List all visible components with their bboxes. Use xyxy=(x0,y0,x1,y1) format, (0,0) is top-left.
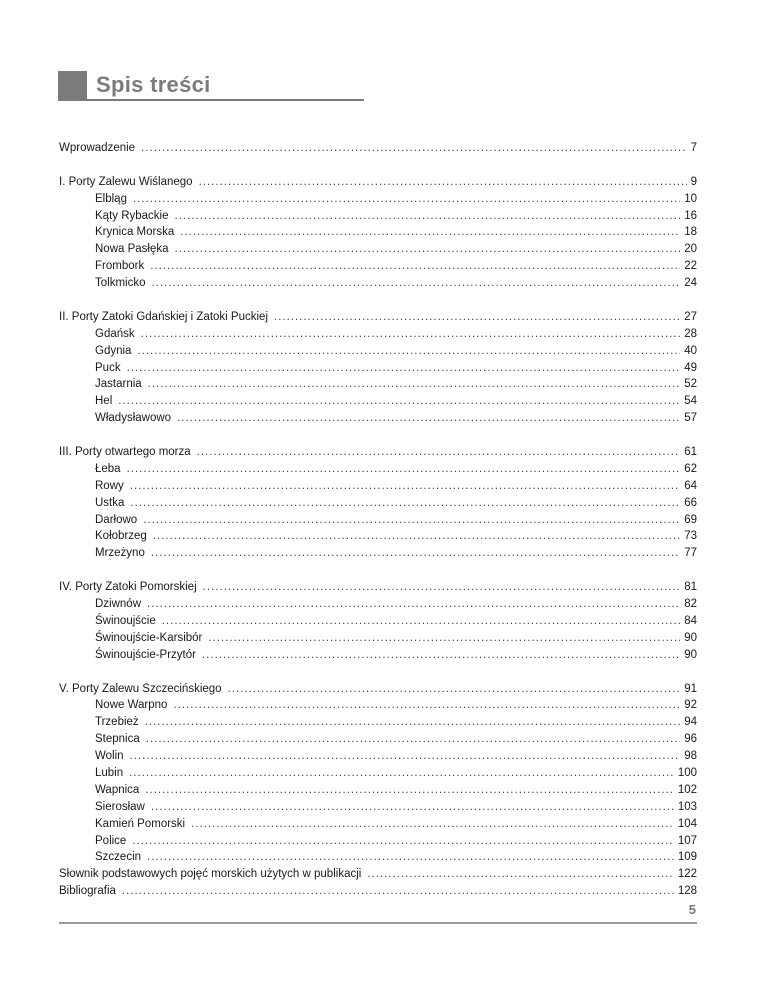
dot-leader xyxy=(145,714,681,731)
dot-leader xyxy=(228,681,681,698)
toc-subentry[interactable] xyxy=(59,849,697,866)
toc-entry-label: Władysławowo xyxy=(95,412,172,425)
toc-entry-label: V. Porty Zalewu Szczecińskiego xyxy=(59,682,222,695)
toc-entry-page: 90 xyxy=(684,631,697,644)
toc-subentry[interactable] xyxy=(59,410,697,427)
toc-subentry[interactable] xyxy=(59,748,697,765)
toc-entry-label: Elbląg xyxy=(95,192,127,205)
dot-leader xyxy=(274,309,680,326)
dot-leader xyxy=(127,461,681,478)
toc-entry-page: 107 xyxy=(677,834,697,847)
toc-entry-label: Ustka xyxy=(95,496,125,509)
dot-leader xyxy=(130,748,681,765)
dot-leader xyxy=(162,613,680,630)
toc-subentry[interactable] xyxy=(59,461,697,478)
toc-entry-page: 109 xyxy=(677,851,697,864)
dot-leader xyxy=(203,579,681,596)
toc-entry[interactable] xyxy=(59,579,697,596)
dot-leader xyxy=(137,343,680,360)
dot-leader xyxy=(130,478,680,495)
dot-leader xyxy=(122,883,674,900)
toc-subentry[interactable] xyxy=(59,528,697,545)
toc-entry-label: Gdańsk xyxy=(95,327,135,340)
toc-entry-page: 82 xyxy=(684,598,697,611)
toc-entry[interactable] xyxy=(59,866,697,883)
dot-leader xyxy=(151,799,674,816)
dot-leader xyxy=(147,849,674,866)
toc-entry-label: II. Porty Zatoki Gdańskiej i Zatoki Puckiej xyxy=(59,310,268,323)
toc-entry-page: 103 xyxy=(677,800,697,813)
toc-subentry[interactable] xyxy=(59,647,697,664)
dot-leader xyxy=(118,393,680,410)
toc-subentry[interactable] xyxy=(59,833,697,850)
page-number: 5 xyxy=(688,902,696,917)
toc-entry-page: 16 xyxy=(684,209,697,222)
toc-entry-page: 100 xyxy=(677,766,697,779)
toc-entry[interactable] xyxy=(59,174,697,191)
dot-leader xyxy=(141,326,681,343)
toc-entry-label: Łeba xyxy=(95,462,121,475)
toc-entry-page: 94 xyxy=(684,716,697,729)
toc-subentry[interactable] xyxy=(59,258,697,275)
toc-entry-label: Sierosław xyxy=(95,800,145,813)
footer-rule xyxy=(59,922,697,924)
toc-entry-label: Dziwnów xyxy=(95,598,142,611)
dot-leader xyxy=(180,224,680,241)
toc-entry-page: 64 xyxy=(684,479,697,492)
toc-entry-label: Słownik podstawowych pojęć morskich użytych w publikacji xyxy=(59,868,362,881)
toc-entry-page: 49 xyxy=(684,361,697,374)
toc-subentry[interactable] xyxy=(59,731,697,748)
toc-subentry[interactable] xyxy=(59,495,697,512)
dot-leader xyxy=(175,241,681,258)
toc-subentry[interactable] xyxy=(59,714,697,731)
toc-subentry[interactable] xyxy=(59,512,697,529)
toc-entry-page: 10 xyxy=(684,192,697,205)
toc-entry-page: 128 xyxy=(677,885,697,898)
dot-leader xyxy=(148,376,681,393)
toc-entry-label: Hel xyxy=(95,395,113,408)
dot-leader xyxy=(133,191,680,208)
toc-entry-page: 104 xyxy=(677,817,697,830)
toc-subentry[interactable] xyxy=(59,376,697,393)
toc-entry-label: Szczecin xyxy=(95,851,142,864)
toc-subentry[interactable] xyxy=(59,326,697,343)
toc-entry-page: 52 xyxy=(684,378,697,391)
dot-leader xyxy=(197,444,681,461)
page-title: Spis treści xyxy=(96,72,211,97)
toc-entry-label: Jastarnia xyxy=(95,378,142,391)
toc-entry-page: 61 xyxy=(684,446,697,459)
toc-subentry[interactable] xyxy=(59,241,697,258)
toc-subentry[interactable] xyxy=(59,208,697,225)
toc-subentry[interactable] xyxy=(59,613,697,630)
toc-subentry[interactable] xyxy=(59,596,697,613)
toc-entry-page: 98 xyxy=(684,750,697,763)
toc-entry-label: Wapnica xyxy=(95,783,140,796)
toc-entry-page: 40 xyxy=(684,344,697,357)
toc-entry-label: Puck xyxy=(95,361,121,374)
toc-entry-label: Nowe Warpno xyxy=(95,699,168,712)
toc-subentry[interactable] xyxy=(59,545,697,562)
dot-leader xyxy=(129,765,674,782)
dot-leader xyxy=(141,140,687,157)
toc-subentry[interactable] xyxy=(59,478,697,495)
toc-entry[interactable] xyxy=(59,140,697,157)
dot-leader xyxy=(151,545,680,562)
toc-subentry[interactable] xyxy=(59,799,697,816)
toc-entry-label: Police xyxy=(95,834,127,847)
toc-entry-page: 54 xyxy=(684,395,697,408)
toc-subentry[interactable] xyxy=(59,224,697,241)
toc-entry-page: 122 xyxy=(677,868,697,881)
toc-entry-label: Wolin xyxy=(95,750,124,763)
dot-leader xyxy=(191,816,674,833)
dot-leader xyxy=(132,833,673,850)
dot-leader xyxy=(153,528,680,545)
dot-leader xyxy=(202,647,680,664)
toc-entry-label: Tolkmicko xyxy=(95,277,146,290)
toc-entry-label: IV. Porty Zatoki Pomorskiej xyxy=(59,581,197,594)
toc-entry-page: 18 xyxy=(684,226,697,239)
toc-entry-page: 81 xyxy=(684,581,697,594)
toc-subentry[interactable] xyxy=(59,275,697,292)
toc-entry-label: III. Porty otwartego morza xyxy=(59,446,191,459)
toc-entry-label: Frombork xyxy=(95,260,145,273)
dot-leader xyxy=(130,495,680,512)
toc-entry[interactable] xyxy=(59,681,697,698)
toc-entry-label: Stepnica xyxy=(95,733,140,746)
toc-entry-page: 69 xyxy=(684,513,697,526)
table-of-contents xyxy=(59,140,697,900)
header-square-marker xyxy=(58,71,87,100)
toc-entry-page: 73 xyxy=(684,530,697,543)
dot-leader xyxy=(150,258,680,275)
toc-entry-page: 57 xyxy=(684,412,697,425)
toc-subentry[interactable] xyxy=(59,360,697,377)
toc-entry-label: Kołobrzeg xyxy=(95,530,147,543)
toc-subentry[interactable] xyxy=(59,393,697,410)
toc-entry-page: 90 xyxy=(684,648,697,661)
toc-entry-label: Rowy xyxy=(95,479,124,492)
toc-entry-label: Świnoujście xyxy=(95,614,156,627)
toc-entry-page: 77 xyxy=(684,547,697,560)
toc-entry-page: 28 xyxy=(684,327,697,340)
dot-leader xyxy=(143,512,680,529)
section-header xyxy=(58,71,364,101)
toc-subentry[interactable] xyxy=(59,697,697,714)
toc-entry-label: Świnoujście-Karsibór xyxy=(95,631,203,644)
toc-entry-page: 84 xyxy=(684,614,697,627)
dot-leader xyxy=(175,208,681,225)
toc-entry-label: Nowa Pasłęka xyxy=(95,243,169,256)
toc-entry-label: Wprowadzenie xyxy=(59,142,136,154)
toc-subentry[interactable] xyxy=(59,782,697,799)
toc-entry-page: 9 xyxy=(690,175,697,188)
toc-subentry[interactable] xyxy=(59,630,697,647)
toc-entry-page: 20 xyxy=(684,243,697,256)
toc-entry-label: Mrzeżyno xyxy=(95,547,145,560)
toc-entry-label: Lubin xyxy=(95,766,124,779)
toc-entry-page: 92 xyxy=(684,699,697,712)
dot-leader xyxy=(145,782,673,799)
dot-leader xyxy=(367,866,673,883)
toc-entry-page: 96 xyxy=(684,733,697,746)
toc-entry[interactable] xyxy=(59,883,697,900)
dot-leader xyxy=(146,731,680,748)
toc-entry-page: 22 xyxy=(684,260,697,273)
dot-leader xyxy=(199,174,687,191)
toc-entry-page: 66 xyxy=(684,496,697,509)
dot-leader xyxy=(177,410,680,427)
toc-entry-label: Bibliografia xyxy=(59,885,116,898)
toc-entry[interactable] xyxy=(59,309,697,326)
dot-leader xyxy=(173,697,680,714)
toc-subentry[interactable] xyxy=(59,765,697,782)
toc-entry-label: Krynica Morska xyxy=(95,226,175,239)
toc-entry-page: 62 xyxy=(684,462,697,475)
toc-entry-label: I. Porty Zalewu Wiślanego xyxy=(59,175,193,188)
toc-subentry[interactable] xyxy=(59,343,697,360)
toc-entry-label: Świnoujście-Przytór xyxy=(95,648,196,661)
toc-entry-page: 7 xyxy=(690,142,697,154)
toc-entry-label: Trzebież xyxy=(95,716,139,729)
dot-leader xyxy=(147,596,680,613)
toc-entry-page: 24 xyxy=(684,277,697,290)
dot-leader xyxy=(127,360,681,377)
dot-leader xyxy=(208,630,680,647)
toc-entry[interactable] xyxy=(59,444,697,461)
toc-subentry[interactable] xyxy=(59,191,697,208)
toc-entry-label: Gdynia xyxy=(95,344,132,357)
toc-subentry[interactable] xyxy=(59,816,697,833)
toc-entry-label: Kamień Pomorski xyxy=(95,817,186,830)
toc-entry-page: 91 xyxy=(684,682,697,695)
toc-entry-label: Darłowo xyxy=(95,513,138,526)
toc-entry-page: 102 xyxy=(677,783,697,796)
toc-entry-label: Kąty Rybackie xyxy=(95,209,169,222)
dot-leader xyxy=(151,275,680,292)
toc-entry-page: 27 xyxy=(684,310,697,323)
header-rule xyxy=(58,99,364,101)
